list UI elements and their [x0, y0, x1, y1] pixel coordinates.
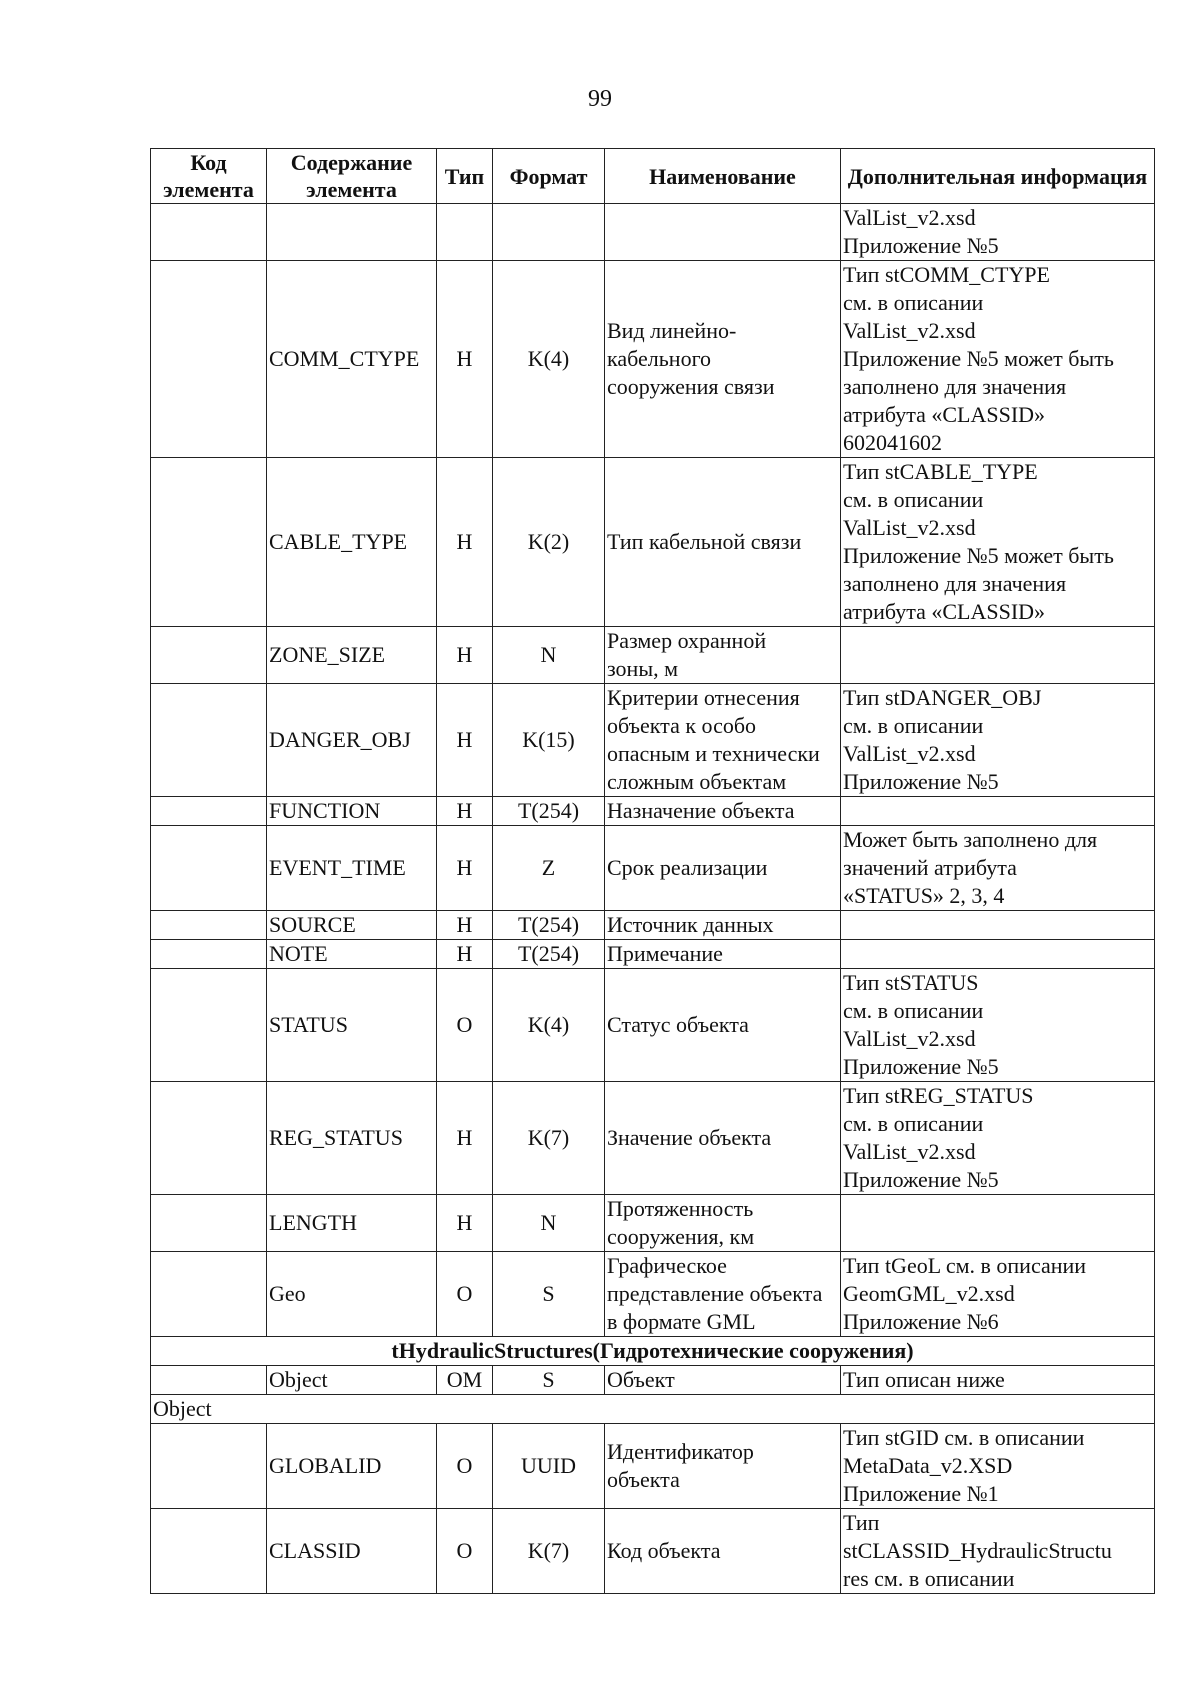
cell-info: Тип tGeoL см. в описании GeomGML_v2.xsd Приложение №6: [841, 1252, 1155, 1337]
cell-format: N: [493, 627, 605, 684]
cell-type: О: [437, 1252, 493, 1337]
cell-content: Geo: [267, 1252, 437, 1337]
cell-format: N: [493, 1195, 605, 1252]
header-type: Тип: [437, 149, 493, 204]
cell-format: Z: [493, 826, 605, 911]
cell-content: SOURCE: [267, 911, 437, 940]
cell-name: [605, 204, 841, 261]
cell-type: Н: [437, 627, 493, 684]
cell-name: Код объекта: [605, 1509, 841, 1594]
cell-content: GLOBALID: [267, 1424, 437, 1509]
cell-type: Н: [437, 261, 493, 458]
cell-info: Тип описан ниже: [841, 1366, 1155, 1395]
cell-type: Н: [437, 940, 493, 969]
cell-type: Н: [437, 1082, 493, 1195]
cell-content: [267, 204, 437, 261]
cell-info: Тип stREG_STATUS см. в описании ValList_v2.xsd Приложение №5: [841, 1082, 1155, 1195]
section-title-row: [151, 1337, 1155, 1366]
cell-code: [151, 1195, 267, 1252]
cell-name: Источник данных: [605, 911, 841, 940]
cell-name: Срок реализации: [605, 826, 841, 911]
cell-info: Тип stGID см. в описании MetaData_v2.XSD Приложение №1: [841, 1424, 1155, 1509]
cell-info: [841, 797, 1155, 826]
cell-content: ZONE_SIZE: [267, 627, 437, 684]
cell-content: REG_STATUS: [267, 1082, 437, 1195]
cell-type: Н: [437, 826, 493, 911]
cell-content: DANGER_OBJ: [267, 684, 437, 797]
cell-format: UUID: [493, 1424, 605, 1509]
cell-code: [151, 1424, 267, 1509]
table-row: [151, 797, 1155, 826]
cell-name: Критерии отнесения объекта к особо опасным и технически сложным объектам: [605, 684, 841, 797]
table-row: [151, 1424, 1155, 1509]
cell-type: Н: [437, 1195, 493, 1252]
cell-format: T(254): [493, 797, 605, 826]
cell-content: EVENT_TIME: [267, 826, 437, 911]
cell-content: STATUS: [267, 969, 437, 1082]
cell-type: О: [437, 1424, 493, 1509]
cell-info: Может быть заполнено для значений атрибута «STATUS» 2, 3, 4: [841, 826, 1155, 911]
cell-info: Тип stCLASSID_HydraulicStructu res см. в описании: [841, 1509, 1155, 1594]
cell-name: Тип кабельной связи: [605, 458, 841, 627]
cell-type: Н: [437, 911, 493, 940]
cell-info: Тип stDANGER_OBJ см. в описании ValList_v2.xsd Приложение №5: [841, 684, 1155, 797]
cell-code: [151, 1509, 267, 1594]
cell-format: K(4): [493, 261, 605, 458]
cell-code: [151, 458, 267, 627]
cell-code: [151, 684, 267, 797]
cell-content: Object: [267, 1366, 437, 1395]
cell-info: ValList_v2.xsd Приложение №5: [841, 204, 1155, 261]
table-header-row: [151, 149, 1155, 204]
table-row: [151, 261, 1155, 458]
table-row: [151, 627, 1155, 684]
cell-content: NOTE: [267, 940, 437, 969]
header-format: Формат: [493, 149, 605, 204]
cell-code: [151, 1082, 267, 1195]
cell-code: [151, 204, 267, 261]
table-row: [151, 1082, 1155, 1195]
cell-type: Н: [437, 684, 493, 797]
cell-type: Н: [437, 797, 493, 826]
table-row: [151, 204, 1155, 261]
section-title: tHydraulicStructures(Гидротехнические сооружения): [151, 1337, 1155, 1366]
object-label-row: [151, 1395, 1155, 1424]
cell-name: Вид линейно- кабельного сооружения связи: [605, 261, 841, 458]
cell-code: [151, 797, 267, 826]
cell-content: LENGTH: [267, 1195, 437, 1252]
table-row: [151, 1509, 1155, 1594]
cell-content: CLASSID: [267, 1509, 437, 1594]
cell-format: T(254): [493, 940, 605, 969]
cell-code: [151, 1366, 267, 1395]
table-row: [151, 1366, 1155, 1395]
cell-code: [151, 1252, 267, 1337]
table-row: [151, 826, 1155, 911]
cell-content: CABLE_TYPE: [267, 458, 437, 627]
cell-code: [151, 969, 267, 1082]
cell-info: [841, 627, 1155, 684]
element-spec-table: [150, 148, 1155, 1594]
cell-info: [841, 1195, 1155, 1252]
cell-type: О: [437, 1509, 493, 1594]
table-row: [151, 911, 1155, 940]
cell-name: Значение объекта: [605, 1082, 841, 1195]
cell-info: [841, 940, 1155, 969]
cell-info: Тип stCABLE_TYPE см. в описании ValList_v2.xsd Приложение №5 может быть заполнено для значения атрибута «CLASSID»: [841, 458, 1155, 627]
cell-name: Идентификатор объекта: [605, 1424, 841, 1509]
cell-name: Графическое представление объекта в формате GML: [605, 1252, 841, 1337]
cell-format: T(254): [493, 911, 605, 940]
page-number: 99: [588, 86, 612, 112]
cell-type: Н: [437, 458, 493, 627]
header-code: Код элемента: [151, 149, 267, 204]
cell-name: Примечание: [605, 940, 841, 969]
cell-name: Протяженность сооружения, км: [605, 1195, 841, 1252]
cell-format: K(2): [493, 458, 605, 627]
cell-code: [151, 261, 267, 458]
cell-format: K(4): [493, 969, 605, 1082]
cell-code: [151, 940, 267, 969]
cell-format: [493, 204, 605, 261]
cell-content: COMM_CTYPE: [267, 261, 437, 458]
cell-format: K(7): [493, 1509, 605, 1594]
table-row: [151, 458, 1155, 627]
cell-content: FUNCTION: [267, 797, 437, 826]
table-row: [151, 1195, 1155, 1252]
cell-format: S: [493, 1366, 605, 1395]
cell-code: [151, 826, 267, 911]
cell-info: Тип stCOMM_CTYPE см. в описании ValList_v2.xsd Приложение №5 может быть заполнено для значения атрибута «CLASSID» 602041602: [841, 261, 1155, 458]
table-row: [151, 940, 1155, 969]
cell-code: [151, 627, 267, 684]
cell-name: Объект: [605, 1366, 841, 1395]
cell-info: Тип stSTATUS см. в описании ValList_v2.xsd Приложение №5: [841, 969, 1155, 1082]
table-row: [151, 684, 1155, 797]
header-name: Наименование: [605, 149, 841, 204]
cell-format: K(15): [493, 684, 605, 797]
cell-format: K(7): [493, 1082, 605, 1195]
cell-code: [151, 911, 267, 940]
header-content: Содержание элемента: [267, 149, 437, 204]
cell-type: О: [437, 969, 493, 1082]
table-row: [151, 1252, 1155, 1337]
cell-name: Размер охранной зоны, м: [605, 627, 841, 684]
cell-type: [437, 204, 493, 261]
cell-name: Назначение объекта: [605, 797, 841, 826]
cell-type: ОМ: [437, 1366, 493, 1395]
header-info: Дополнительная информация: [841, 149, 1155, 204]
table-row: [151, 969, 1155, 1082]
cell-format: S: [493, 1252, 605, 1337]
object-label: Object: [151, 1395, 1155, 1424]
cell-name: Статус объекта: [605, 969, 841, 1082]
cell-info: [841, 911, 1155, 940]
